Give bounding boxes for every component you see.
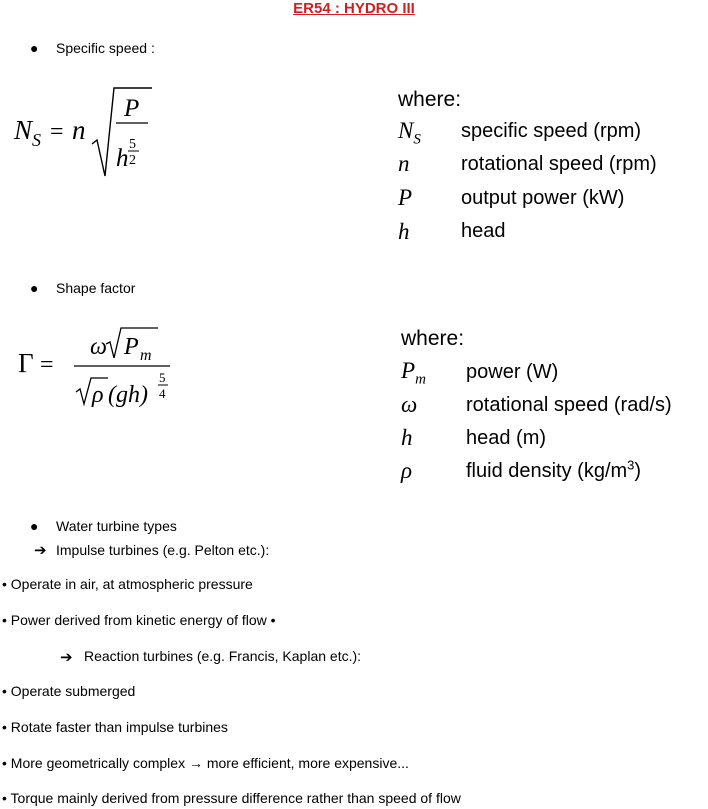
arrow-right-icon: ➔ xyxy=(60,649,73,666)
impulse-point-1: • Operate in air, at atmospheric pressure xyxy=(2,576,253,592)
formula-p-sub: m xyxy=(140,347,152,364)
formula-p: P xyxy=(124,334,139,360)
formula-rho: ρ xyxy=(92,382,104,408)
impulse-point-2: • Power derived from kinetic energy of flow • xyxy=(2,612,276,628)
def-text-h: head xyxy=(461,220,506,242)
page-title: ER54 : HYDRO III xyxy=(293,0,415,17)
formula-ns-exp-num: 5 xyxy=(129,137,136,152)
def-text-n: rotational speed (rpm) xyxy=(461,153,657,175)
reaction-point-4: • Torque mainly derived from pressure difference rather than speed of flow xyxy=(2,790,461,806)
formula-ns-lhs-sub: S xyxy=(32,130,41,150)
shape-factor-heading: Shape factor xyxy=(56,280,136,296)
reaction-turbines-label: Reaction turbines (e.g. Francis, Kaplan etc.): xyxy=(84,648,362,664)
specific-speed-formula xyxy=(10,84,160,184)
where-label-2: where: xyxy=(401,327,465,350)
def-symbol-p: P xyxy=(398,185,413,210)
def-symbol-h: h xyxy=(398,219,410,244)
def-text-pm: power (W) xyxy=(466,361,559,383)
bullet-dot: ● xyxy=(30,518,39,534)
def-symbol-pm: $P_m$ xyxy=(401,358,426,388)
def-text-p: output power (kW) xyxy=(461,187,625,209)
def-symbol-omega: ω xyxy=(401,392,418,417)
where-label-1: where: xyxy=(398,88,462,111)
def-text-h2: head (m) xyxy=(466,427,547,449)
shape-factor-formula xyxy=(10,322,180,412)
def-symbol-ns: $N_S$ xyxy=(398,118,421,148)
reaction-point-1: • Operate submerged xyxy=(2,683,136,699)
formula-ns-exp-den: 2 xyxy=(129,153,136,168)
reaction-point-3: • More geometrically complex → more efficient, more expensive... xyxy=(2,755,409,771)
svg-text:=: = xyxy=(50,119,64,145)
formula-ns-lhs: N xyxy=(14,115,33,145)
formula-omega: ω xyxy=(90,334,107,360)
impulse-turbines-label: Impulse turbines (e.g. Pelton etc.): xyxy=(56,542,270,558)
def-symbol-h2: h xyxy=(401,425,413,450)
turbine-types-heading: Water turbine types xyxy=(56,518,177,534)
def-symbol-rho: ρ xyxy=(401,458,413,483)
formula-sf-exp-den: 4 xyxy=(159,386,166,401)
svg-text:=: = xyxy=(40,352,54,378)
arrow-right-icon: ➔ xyxy=(34,542,47,559)
formula-ns-p: P xyxy=(124,95,140,122)
specific-speed-heading: Specific speed : xyxy=(56,40,155,56)
def-text-omega: rotational speed (rad/s) xyxy=(466,394,672,416)
bullet-dot: ● xyxy=(30,280,39,296)
def-text-rho: fluid density $(kg/m^3)$ xyxy=(466,457,642,482)
def-text-ns: specific speed (rpm) xyxy=(461,120,642,142)
formula-sf-exp-num: 5 xyxy=(159,370,166,385)
bullet-dot: ● xyxy=(30,40,39,56)
formula-ns-n: n xyxy=(72,115,86,145)
formula-gamma: Γ xyxy=(18,348,34,378)
def-symbol-n: n xyxy=(398,151,410,176)
formula-gh: (gh) xyxy=(108,382,148,408)
reaction-point-2: • Rotate faster than impulse turbines xyxy=(2,719,228,735)
formula-ns-h: h xyxy=(116,145,129,172)
